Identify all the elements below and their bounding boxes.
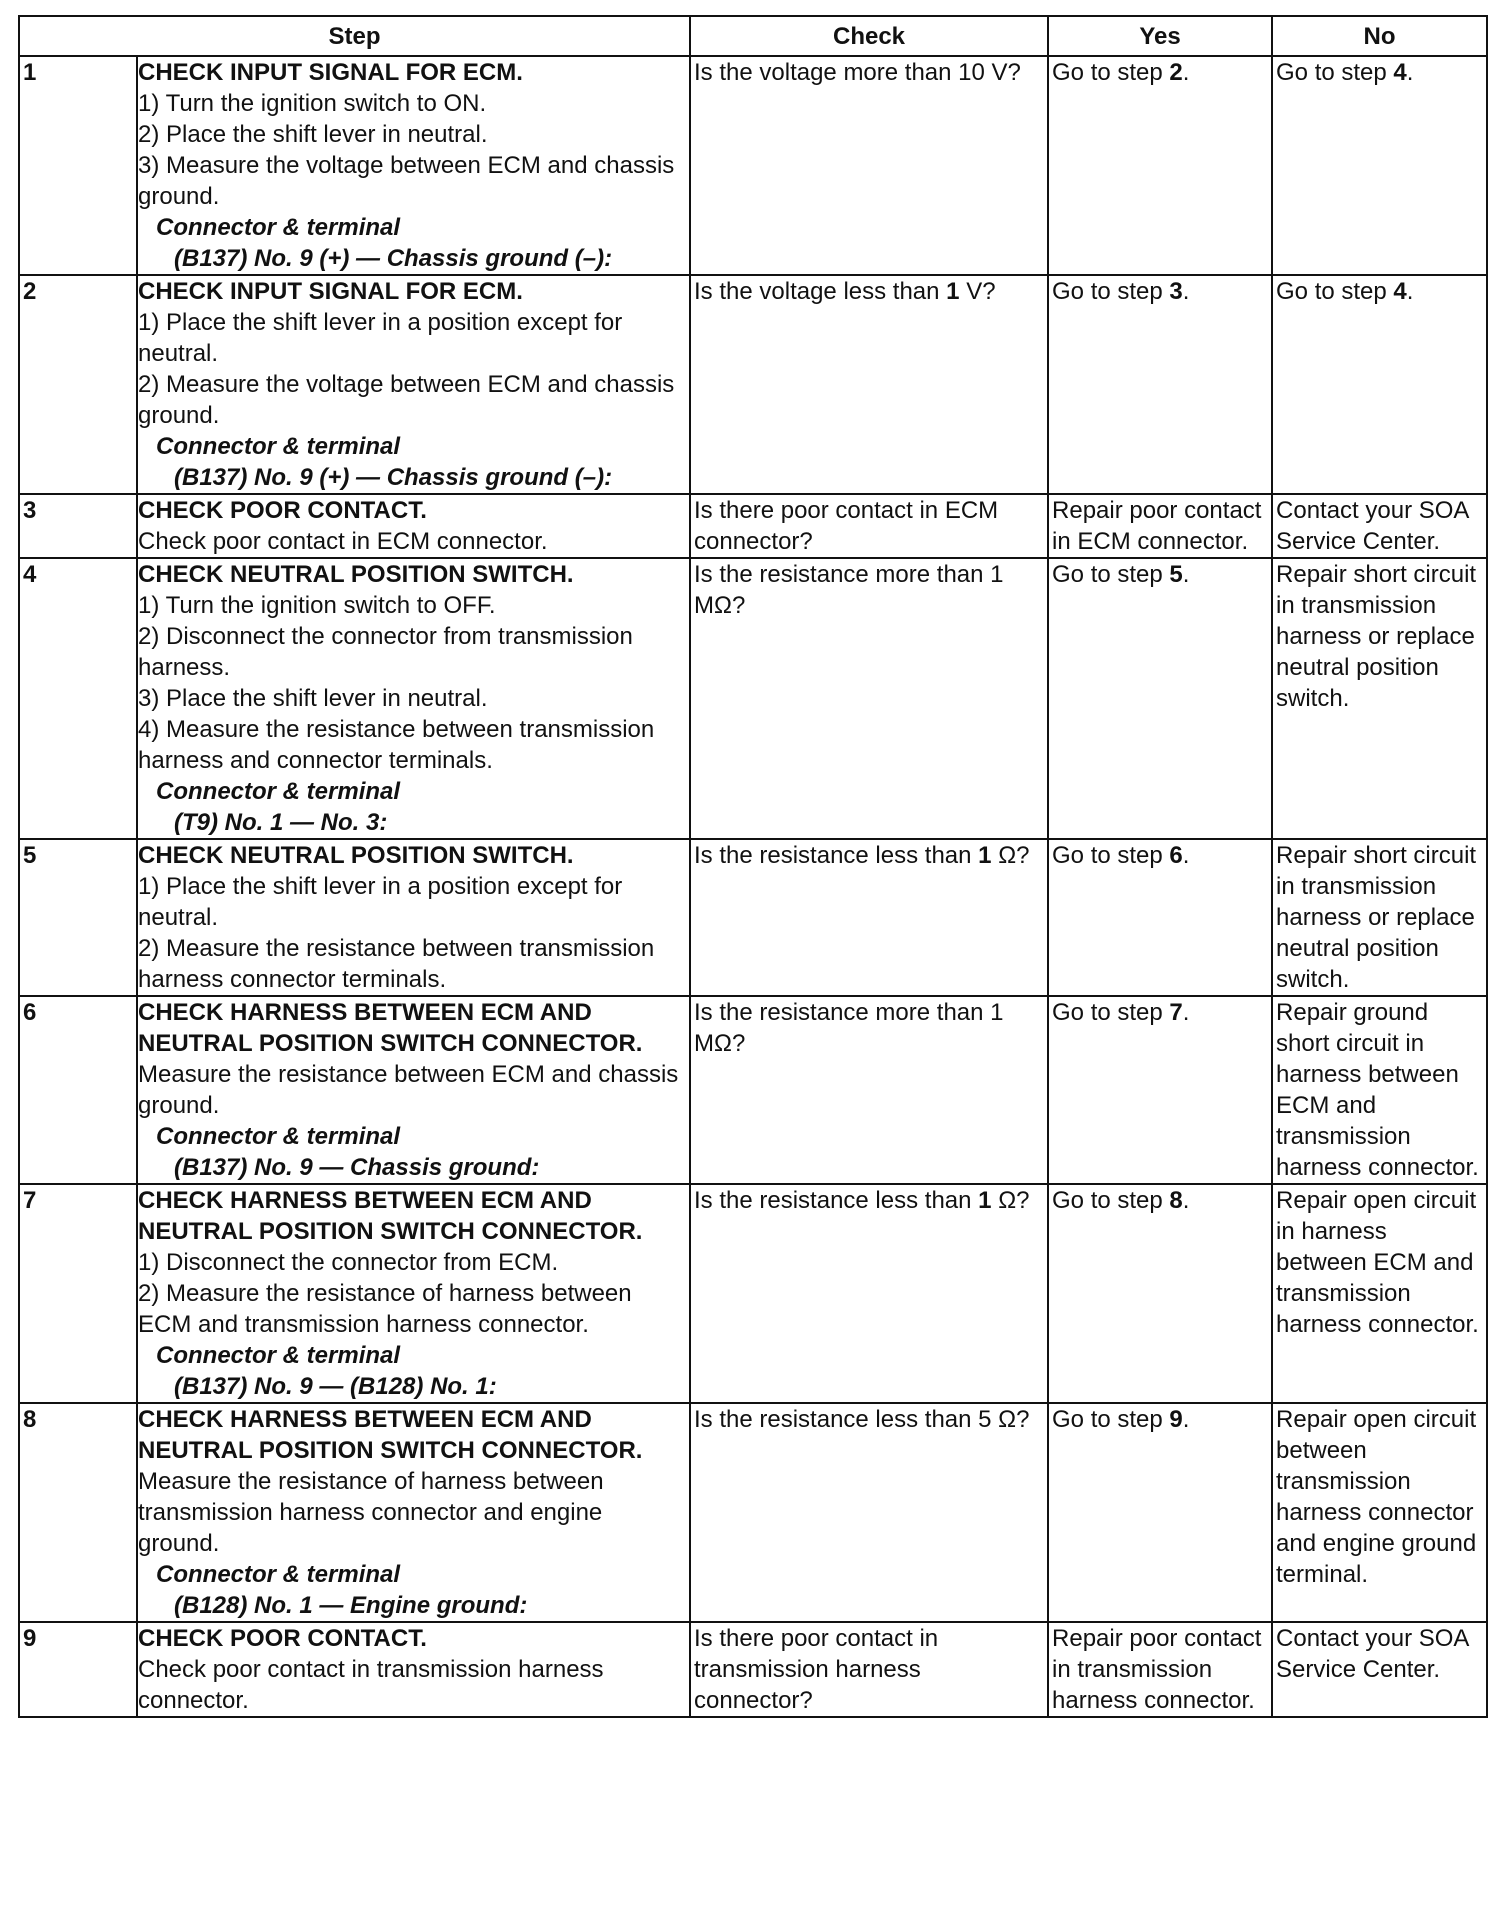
step-instruction: 2) Disconnect the connector from transmission harness. [138,623,633,681]
step-instruction: 2) Measure the voltage between ECM and chassis ground. [138,371,675,429]
table-row [19,996,1487,1184]
header-yes: Yes [1048,16,1272,56]
yes-step-number: 3 [1169,278,1183,305]
step-heading: CHECK NEUTRAL POSITION SWITCH. [138,561,574,588]
step-heading: CHECK POOR CONTACT. [138,497,427,524]
check-text: Is the voltage more than 10 V? [694,59,1021,86]
step-heading: CHECK INPUT SIGNAL FOR ECM. [138,59,523,86]
step-cell [137,494,690,558]
yes-cell [1048,56,1272,275]
no-text-post: . [1406,278,1414,305]
step-instruction: 2) Measure the resistance between transmission harness connector terminals. [138,935,655,993]
step-instruction: 2) Measure the resistance of harness between ECM and transmission harness connector. [138,1280,632,1338]
step-instruction: 3) Place the shift lever in neutral. [138,685,488,712]
yes-cell [1048,1184,1272,1403]
check-text-post: Ω? [991,842,1030,869]
yes-text-post: . [1182,59,1190,86]
no-cell [1272,275,1487,494]
table-body [19,56,1487,1717]
check-text-pre: Is the resistance less than [694,1187,979,1214]
no-cell [1272,558,1487,839]
table-row [19,494,1487,558]
check-text: Is the resistance more than 1 MΩ? [694,999,1004,1057]
connector-terminal-label: Connector & terminal [156,1561,401,1588]
no-cell [1272,839,1487,996]
step-cell [137,558,690,839]
connector-terminal-label: Connector & terminal [156,433,401,460]
connector-terminal-value: (B137) No. 9 — (B128) No. 1: [174,1373,497,1400]
no-cell [1272,494,1487,558]
yes-cell [1048,839,1272,996]
step-instruction: 1) Place the shift lever in a position except for neutral. [138,309,623,367]
yes-step-number: 2 [1169,59,1183,86]
yes-step-number: 8 [1169,1187,1183,1214]
table-row [19,1403,1487,1622]
step-number: 2 [19,275,137,494]
no-cell [1272,996,1487,1184]
check-value: 1 [978,842,992,869]
table-row [19,1184,1487,1403]
yes-step-number: 7 [1169,999,1183,1026]
header-step: Step [19,16,690,56]
connector-terminal-value: (B137) No. 9 — Chassis ground: [174,1154,540,1181]
step-instruction: Measure the resistance of harness between transmission harness connector and engine ground. [138,1468,604,1557]
step-number: 3 [19,494,137,558]
check-cell [690,1622,1048,1717]
table-row [19,839,1487,996]
no-text-pre: Go to step [1276,278,1394,305]
check-value: 1 [946,278,960,305]
yes-text-pre: Go to step [1052,278,1170,305]
step-cell [137,839,690,996]
yes-text-post: . [1182,999,1190,1026]
step-heading: CHECK HARNESS BETWEEN ECM AND NEUTRAL POSITION SWITCH CONNECTOR. [138,999,643,1057]
step-heading: CHECK POOR CONTACT. [138,1625,427,1652]
check-text-post: V? [959,278,996,305]
step-instruction: 1) Disconnect the connector from ECM. [138,1249,559,1276]
check-value: 1 [978,1187,992,1214]
no-step-number: 4 [1393,278,1407,305]
connector-terminal-label: Connector & terminal [156,778,401,805]
diagnostic-table-sheet [18,15,1486,1718]
check-cell [690,56,1048,275]
step-cell [137,1622,690,1717]
no-cell [1272,56,1487,275]
step-number: 8 [19,1403,137,1622]
check-text: Is there poor contact in transmission harness connector? [694,1625,939,1714]
yes-text-pre: Go to step [1052,999,1170,1026]
check-cell [690,839,1048,996]
step-cell [137,56,690,275]
step-cell [137,1403,690,1622]
yes-cell [1048,558,1272,839]
yes-text-post: . [1182,278,1190,305]
yes-text-pre: Go to step [1052,1406,1170,1433]
no-text-post: . [1406,59,1414,86]
step-instruction: 3) Measure the voltage between ECM and chassis ground. [138,152,675,210]
no-text: Repair short circuit in transmission harness or replace neutral position switch. [1276,842,1477,993]
yes-text-post: . [1182,1187,1190,1214]
step-cell [137,1184,690,1403]
no-text: Contact your SOA Service Center. [1276,497,1469,555]
step-instruction: 1) Place the shift lever in a position except for neutral. [138,873,623,931]
header-check: Check [690,16,1048,56]
step-number: 4 [19,558,137,839]
yes-text-pre: Go to step [1052,1187,1170,1214]
step-heading: CHECK HARNESS BETWEEN ECM AND NEUTRAL POSITION SWITCH CONNECTOR. [138,1187,643,1245]
yes-text-post: . [1182,842,1190,869]
step-number: 5 [19,839,137,996]
yes-text-post: . [1182,1406,1190,1433]
no-text: Repair open circuit in harness between ECM and transmission harness connector. [1276,1187,1479,1338]
table-row [19,558,1487,839]
yes-step-number: 9 [1169,1406,1183,1433]
no-text: Repair ground short circuit in harness between ECM and transmission harness connector. [1276,999,1479,1181]
connector-terminal-value: (B128) No. 1 — Engine ground: [174,1592,528,1619]
connector-terminal-label: Connector & terminal [156,1342,401,1369]
step-instruction: 4) Measure the resistance between transmission harness and connector terminals. [138,716,655,774]
no-cell [1272,1622,1487,1717]
step-instruction: 1) Turn the ignition switch to OFF. [138,592,496,619]
check-text: Is there poor contact in ECM connector? [694,497,999,555]
header-no: No [1272,16,1487,56]
no-text: Repair open circuit between transmission harness connector and engine ground terminal. [1276,1406,1477,1588]
connector-terminal-label: Connector & terminal [156,1123,401,1150]
table-row [19,1622,1487,1717]
step-instruction: 2) Place the shift lever in neutral. [138,121,488,148]
step-number: 6 [19,996,137,1184]
check-cell [690,494,1048,558]
yes-step-number: 5 [1169,561,1183,588]
check-cell [690,275,1048,494]
check-text-pre: Is the voltage less than [694,278,947,305]
header-row [19,16,1487,56]
yes-cell [1048,275,1272,494]
step-instruction: Check poor contact in transmission harness connector. [138,1656,604,1714]
step-heading: CHECK INPUT SIGNAL FOR ECM. [138,278,523,305]
yes-text: Repair poor contact in transmission harness connector. [1052,1625,1262,1714]
connector-terminal-value: (B137) No. 9 (+) — Chassis ground (–): [174,464,613,491]
diagnostic-table [18,15,1488,1718]
connector-terminal-value: (B137) No. 9 (+) — Chassis ground (–): [174,245,613,272]
yes-cell [1048,494,1272,558]
check-cell [690,1184,1048,1403]
table-row [19,275,1487,494]
check-text-pre: Is the resistance less than [694,842,979,869]
yes-cell [1048,1622,1272,1717]
step-number: 1 [19,56,137,275]
step-instruction: Check poor contact in ECM connector. [138,528,548,555]
no-text: Contact your SOA Service Center. [1276,1625,1469,1683]
step-number: 7 [19,1184,137,1403]
step-number: 9 [19,1622,137,1717]
yes-step-number: 6 [1169,842,1183,869]
table-row [19,56,1487,275]
connector-terminal-value: (T9) No. 1 — No. 3: [174,809,388,836]
step-instruction: 1) Turn the ignition switch to ON. [138,90,487,117]
yes-text-pre: Go to step [1052,842,1170,869]
check-text: Is the resistance more than 1 MΩ? [694,561,1004,619]
step-cell [137,996,690,1184]
no-text: Repair short circuit in transmission harness or replace neutral position switch. [1276,561,1477,712]
connector-terminal-label: Connector & terminal [156,214,401,241]
check-cell [690,996,1048,1184]
step-cell [137,275,690,494]
no-cell [1272,1403,1487,1622]
check-text: Is the resistance less than 5 Ω? [694,1406,1030,1433]
step-instruction: Measure the resistance between ECM and chassis ground. [138,1061,679,1119]
check-cell [690,558,1048,839]
step-heading: CHECK NEUTRAL POSITION SWITCH. [138,842,574,869]
check-cell [690,1403,1048,1622]
yes-text: Repair poor contact in ECM connector. [1052,497,1262,555]
no-cell [1272,1184,1487,1403]
check-text-post: Ω? [991,1187,1030,1214]
yes-text-post: . [1182,561,1190,588]
yes-cell [1048,1403,1272,1622]
yes-cell [1048,996,1272,1184]
yes-text-pre: Go to step [1052,561,1170,588]
yes-text-pre: Go to step [1052,59,1170,86]
no-text-pre: Go to step [1276,59,1394,86]
no-step-number: 4 [1393,59,1407,86]
step-heading: CHECK HARNESS BETWEEN ECM AND NEUTRAL POSITION SWITCH CONNECTOR. [138,1406,643,1464]
